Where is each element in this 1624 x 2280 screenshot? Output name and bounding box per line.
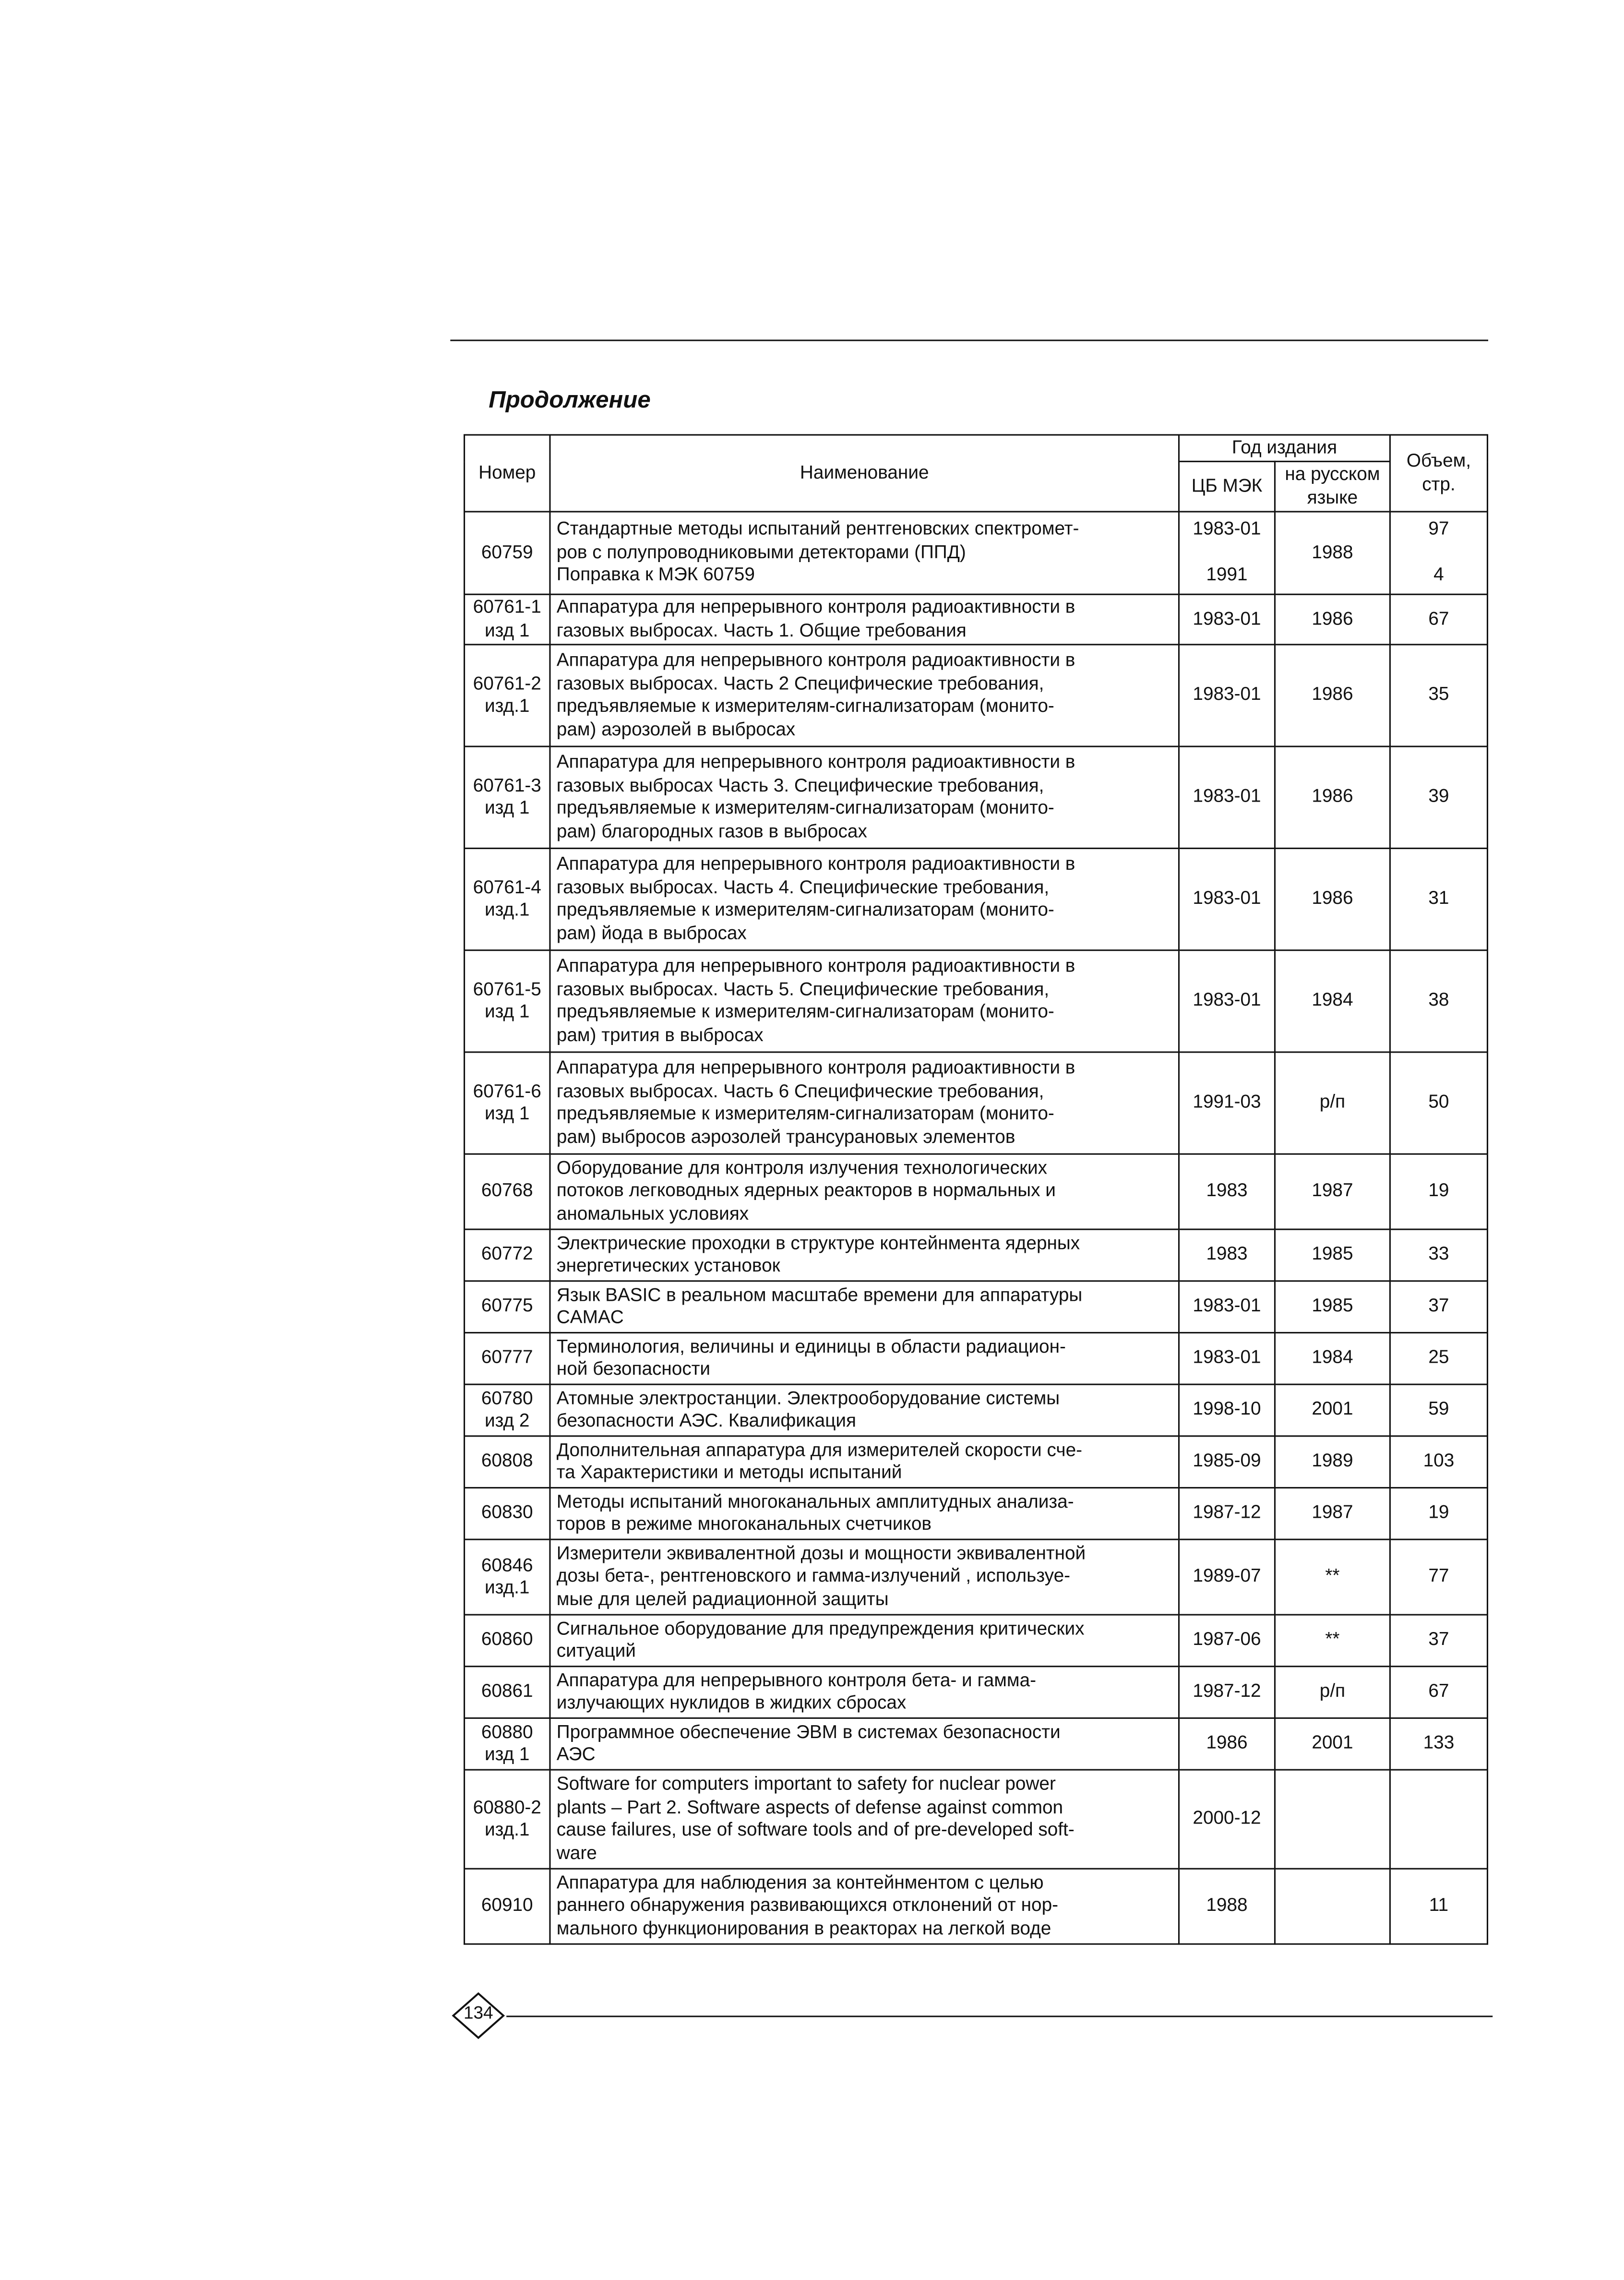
header-volume: Объем, стр. bbox=[1390, 435, 1487, 512]
cell-name: Методы испытаний многоканальных амплитудных анализа- торов в режиме многоканальных счетчиков bbox=[550, 1488, 1179, 1539]
cell-iec-year: 1998-10 bbox=[1179, 1384, 1275, 1436]
cell-name: Язык BASIC в реальном масштабе времени для аппаратуры CAMAC bbox=[550, 1281, 1179, 1333]
cell-name: Электрические проходки в структуре контейнмента ядерных энергетических установок bbox=[550, 1229, 1179, 1281]
cell-iec-year: 1983-01 bbox=[1179, 746, 1275, 848]
cell-name: Аппаратура для непрерывного контроля радиоактивности в газовых выбросах. Часть 1. Общие требования bbox=[550, 594, 1179, 645]
table-row bbox=[465, 1539, 1488, 1615]
cell-pages: 97 4 bbox=[1390, 512, 1487, 594]
cell-name: Стандартные методы испытаний рентгеновских спектромет- ров с полупроводниковыми детекторами (ППД) Поправка к МЭК 60759 bbox=[550, 512, 1179, 594]
cell-name: Аппаратура для непрерывного контроля радиоактивности в газовых выбросах Часть 3. Специфические требования, предъявляемые к измерителям-сигнализаторам (монито- рам) благородных газов в выбросах bbox=[550, 746, 1179, 848]
table-row bbox=[465, 1332, 1488, 1384]
cell-number: 60880-2 изд.1 bbox=[465, 1770, 550, 1869]
cell-russian-year: 1986 bbox=[1275, 645, 1390, 746]
cell-pages: 50 bbox=[1390, 1052, 1487, 1154]
cell-pages: 67 bbox=[1390, 594, 1487, 645]
cell-russian-year: р/п bbox=[1275, 1052, 1390, 1154]
bottom-rule bbox=[506, 2016, 1493, 2017]
cell-pages: 67 bbox=[1390, 1667, 1487, 1718]
cell-pages: 33 bbox=[1390, 1229, 1487, 1281]
table-row bbox=[465, 1436, 1488, 1488]
header-name: Наименование bbox=[550, 435, 1179, 512]
cell-iec-year: 1991-03 bbox=[1179, 1052, 1275, 1154]
table-row bbox=[465, 645, 1488, 746]
cell-pages: 59 bbox=[1390, 1384, 1487, 1436]
table-row bbox=[465, 1229, 1488, 1281]
page-title: Продолжение bbox=[489, 388, 651, 414]
table-row bbox=[465, 1615, 1488, 1667]
cell-russian-year bbox=[1275, 1869, 1390, 1944]
cell-number: 60910 bbox=[465, 1869, 550, 1944]
cell-number: 60761-6 изд 1 bbox=[465, 1052, 550, 1154]
cell-pages: 103 bbox=[1390, 1436, 1487, 1488]
cell-russian-year: 1989 bbox=[1275, 1436, 1390, 1488]
cell-name: Дополнительная аппаратура для измерителей скорости сче- та Характеристики и методы испытаний bbox=[550, 1436, 1179, 1488]
cell-number: 60880 изд 1 bbox=[465, 1718, 550, 1770]
table-row bbox=[465, 1667, 1488, 1718]
cell-name: Измерители эквивалентной дозы и мощности эквивалентной дозы бета-, рентгеновского и гамма-излучений , используе- мые для целей радиационной защиты bbox=[550, 1539, 1179, 1615]
cell-pages: 37 bbox=[1390, 1615, 1487, 1667]
cell-pages: 19 bbox=[1390, 1154, 1487, 1229]
cell-name: Аппаратура для непрерывного контроля радиоактивности в газовых выбросах. Часть 5. Специфические требования, предъявляемые к измерителям-сигнализаторам (монито- рам) трития в выбросах bbox=[550, 950, 1179, 1052]
table-row bbox=[465, 1154, 1488, 1229]
cell-name: Атомные электростанции. Электрооборудование системы безопасности АЭС. Квалификация bbox=[550, 1384, 1179, 1436]
cell-russian-year: 1984 bbox=[1275, 950, 1390, 1052]
cell-russian-year: 2001 bbox=[1275, 1384, 1390, 1436]
cell-name: Оборудование для контроля излучения технологических потоков легководных ядерных реакторов в нормальных и аномальных условиях bbox=[550, 1154, 1179, 1229]
header-year-group: Год издания bbox=[1179, 435, 1390, 461]
table-row bbox=[465, 1488, 1488, 1539]
table-row bbox=[465, 1718, 1488, 1770]
cell-pages: 38 bbox=[1390, 950, 1487, 1052]
table-row bbox=[465, 1384, 1488, 1436]
page-number: 134 bbox=[463, 2002, 493, 2023]
cell-name: Аппаратура для наблюдения за контейнментом с целью раннего обнаружения развивающихся отклонений от нор- мального функционирования в реакторах на легкой воде bbox=[550, 1869, 1179, 1944]
table-row bbox=[465, 594, 1488, 645]
cell-name: Терминология, величины и единицы в области радиацион- ной безопасности bbox=[550, 1332, 1179, 1384]
cell-iec-year: 1987-12 bbox=[1179, 1488, 1275, 1539]
cell-pages: 11 bbox=[1390, 1869, 1487, 1944]
cell-russian-year: 2001 bbox=[1275, 1718, 1390, 1770]
cell-number: 60772 bbox=[465, 1229, 550, 1281]
cell-name: Аппаратура для непрерывного контроля радиоактивности в газовых выбросах. Часть 6 Специфические требования, предъявляемые к измерителям-сигнализаторам (монито- рам) выбросов аэрозолей трансурановых элементов bbox=[550, 1052, 1179, 1154]
cell-name: Аппаратура для непрерывного контроля радиоактивности в газовых выбросах. Часть 2 Специфические требования, предъявляемые к измерителям-сигнализаторам (монито- рам) аэрозолей в выбросах bbox=[550, 645, 1179, 746]
cell-number: 60759 bbox=[465, 512, 550, 594]
cell-russian-year: 1987 bbox=[1275, 1488, 1390, 1539]
cell-pages: 39 bbox=[1390, 746, 1487, 848]
table-row bbox=[465, 1052, 1488, 1154]
cell-russian-year: 1986 bbox=[1275, 848, 1390, 950]
cell-pages: 19 bbox=[1390, 1488, 1487, 1539]
cell-number: 60846 изд.1 bbox=[465, 1539, 550, 1615]
cell-iec-year: 1983 bbox=[1179, 1229, 1275, 1281]
cell-russian-year: р/п bbox=[1275, 1667, 1390, 1718]
table-row bbox=[465, 512, 1488, 594]
cell-number: 60780 изд 2 bbox=[465, 1384, 550, 1436]
cell-russian-year: ** bbox=[1275, 1615, 1390, 1667]
cell-pages bbox=[1390, 1770, 1487, 1869]
cell-iec-year: 1983-01 bbox=[1179, 950, 1275, 1052]
cell-russian-year: 1986 bbox=[1275, 746, 1390, 848]
cell-russian-year: 1986 bbox=[1275, 594, 1390, 645]
cell-russian-year: ** bbox=[1275, 1539, 1390, 1615]
cell-iec-year: 1983-01 bbox=[1179, 645, 1275, 746]
cell-russian-year: 1984 bbox=[1275, 1332, 1390, 1384]
cell-iec-year: 1983-01 bbox=[1179, 1281, 1275, 1333]
table-row bbox=[465, 950, 1488, 1052]
cell-pages: 133 bbox=[1390, 1718, 1487, 1770]
table-row bbox=[465, 1869, 1488, 1944]
cell-pages: 37 bbox=[1390, 1281, 1487, 1333]
cell-russian-year: 1985 bbox=[1275, 1229, 1390, 1281]
cell-iec-year: 1988 bbox=[1179, 1869, 1275, 1944]
cell-number: 60777 bbox=[465, 1332, 550, 1384]
cell-iec-year: 1983-01 bbox=[1179, 848, 1275, 950]
cell-iec-year: 1983-01 bbox=[1179, 594, 1275, 645]
cell-russian-year: 1987 bbox=[1275, 1154, 1390, 1229]
cell-iec-year: 1983 bbox=[1179, 1154, 1275, 1229]
cell-number: 60761-2 изд.1 bbox=[465, 645, 550, 746]
header-number: Номер bbox=[465, 435, 550, 512]
table-row bbox=[465, 1770, 1488, 1869]
cell-russian-year: 1988 bbox=[1275, 512, 1390, 594]
standards-table bbox=[464, 434, 1488, 1944]
cell-iec-year: 1985-09 bbox=[1179, 1436, 1275, 1488]
top-rule bbox=[450, 340, 1488, 341]
cell-number: 60860 bbox=[465, 1615, 550, 1667]
cell-iec-year: 1986 bbox=[1179, 1718, 1275, 1770]
cell-number: 60768 bbox=[465, 1154, 550, 1229]
cell-number: 60861 bbox=[465, 1667, 550, 1718]
cell-number: 60761-4 изд.1 bbox=[465, 848, 550, 950]
cell-iec-year: 1983-01 1991 bbox=[1179, 512, 1275, 594]
cell-name: Программное обеспечение ЭВМ в системах безопасности АЭС bbox=[550, 1718, 1179, 1770]
cell-name: Аппаратура для непрерывного контроля бета- и гамма- излучающих нуклидов в жидких сбросах bbox=[550, 1667, 1179, 1718]
cell-name: Software for computers important to safety for nuclear power plants – Part 2. Software aspects of defense against common cause failures, use of software tools and of pre-developed soft- ware bbox=[550, 1770, 1179, 1869]
cell-name: Сигнальное оборудование для предупреждения критических ситуаций bbox=[550, 1615, 1179, 1667]
cell-number: 60775 bbox=[465, 1281, 550, 1333]
header-russian: на русском языке bbox=[1275, 461, 1390, 512]
cell-pages: 31 bbox=[1390, 848, 1487, 950]
header-iec: ЦБ МЭК bbox=[1179, 461, 1275, 512]
cell-number: 60761-5 изд 1 bbox=[465, 950, 550, 1052]
cell-number: 60808 bbox=[465, 1436, 550, 1488]
cell-iec-year: 1989-07 bbox=[1179, 1539, 1275, 1615]
cell-number: 60830 bbox=[465, 1488, 550, 1539]
cell-number: 60761-1 изд 1 bbox=[465, 594, 550, 645]
cell-pages: 77 bbox=[1390, 1539, 1487, 1615]
cell-name: Аппаратура для непрерывного контроля радиоактивности в газовых выбросах. Часть 4. Специфические требования, предъявляемые к измерителям-сигнализаторам (монито- рам) йода в выбросах bbox=[550, 848, 1179, 950]
cell-iec-year: 1987-06 bbox=[1179, 1615, 1275, 1667]
table-body bbox=[465, 512, 1488, 1944]
table-row bbox=[465, 1281, 1488, 1333]
cell-russian-year bbox=[1275, 1770, 1390, 1869]
cell-iec-year: 2000-12 bbox=[1179, 1770, 1275, 1869]
cell-russian-year: 1985 bbox=[1275, 1281, 1390, 1333]
cell-iec-year: 1983-01 bbox=[1179, 1332, 1275, 1384]
cell-number: 60761-3 изд 1 bbox=[465, 746, 550, 848]
cell-pages: 35 bbox=[1390, 645, 1487, 746]
table-row bbox=[465, 848, 1488, 950]
cell-pages: 25 bbox=[1390, 1332, 1487, 1384]
cell-iec-year: 1987-12 bbox=[1179, 1667, 1275, 1718]
table-row bbox=[465, 746, 1488, 848]
